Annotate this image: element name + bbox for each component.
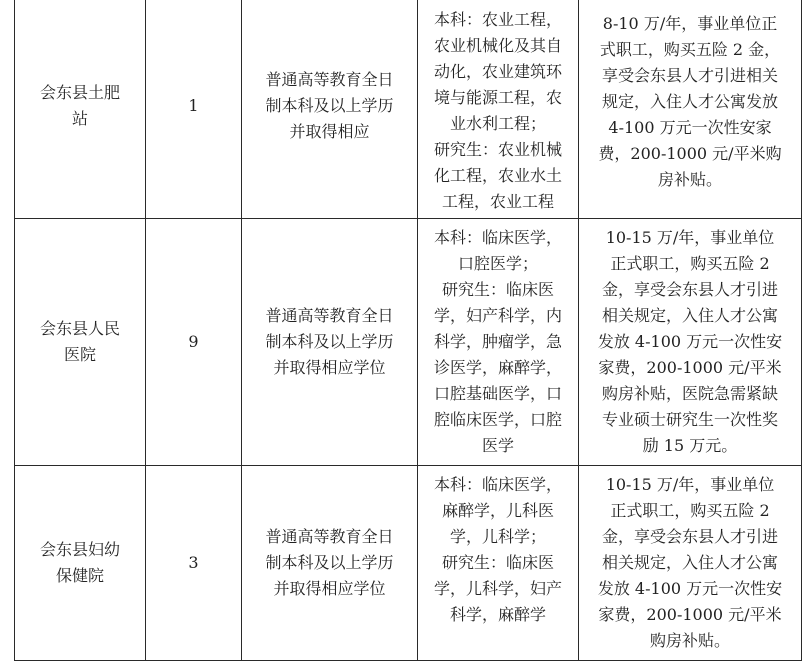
benefits-cell xyxy=(579,466,802,661)
cell-line: 农业机械化及其自 xyxy=(433,36,562,55)
education-cell xyxy=(242,0,418,219)
cell-line: 诊医学，麻醉学， xyxy=(433,358,562,377)
cell-line: 10-15 万/年，事业单位 xyxy=(605,228,775,247)
cell-line: 享受会东县人才引进相关 xyxy=(601,66,778,85)
education-cell xyxy=(242,466,418,661)
table-row xyxy=(15,219,802,466)
cell-line: 口腔医学； xyxy=(457,254,538,273)
cell-line: 研究生：临床医 xyxy=(441,280,554,299)
cell-line: 保健院 xyxy=(55,566,104,585)
cell-line: 并取得相应 xyxy=(289,121,370,141)
cell-line: 金，享受会东县人才引进 xyxy=(601,527,778,546)
table-row xyxy=(15,466,802,661)
cell-line: 动化，农业建筑环 xyxy=(433,62,562,81)
cell-line: 本科：临床医学， xyxy=(433,475,562,494)
cell-line: 家费，200-1000 元/平米 xyxy=(598,605,782,624)
cell-line: 科学，麻醉学 xyxy=(449,605,546,624)
cell-line: 10-15 万/年，事业单位 xyxy=(605,475,775,494)
cell-line: 家费，200-1000 元/平米 xyxy=(598,358,782,377)
cell-line: 普通高等教育全日 xyxy=(265,306,394,325)
cell-line: 本科：农业工程， xyxy=(433,10,562,29)
headcount-cell: 1 xyxy=(146,0,242,219)
cell-line: 医学 xyxy=(481,436,514,455)
unit-name-cell xyxy=(15,466,146,661)
major-requirement-cell xyxy=(418,466,579,661)
cell-line: 会东县土肥 xyxy=(39,82,120,102)
cell-line: 并取得相应学位 xyxy=(273,579,386,598)
cell-line: 4-100 万元一次性安家 xyxy=(608,118,772,137)
benefits-cell xyxy=(579,0,802,219)
cell-line: 费，200-1000 元/平米购 xyxy=(598,144,782,163)
cell-line: 学，儿科学，妇产 xyxy=(433,579,562,598)
cell-line: 医院 xyxy=(63,345,96,364)
cell-line: 站 xyxy=(71,108,88,128)
cell-line: 正式职工，购买五险 2 xyxy=(610,254,770,273)
cell-line: 金，享受会东县人才引进 xyxy=(601,280,778,299)
cell-line: 会东县妇幼 xyxy=(39,540,120,559)
education-cell xyxy=(242,219,418,466)
cell-line: 研究生：临床医 xyxy=(441,553,554,572)
cell-line: 业水利工程； xyxy=(449,114,546,133)
cell-line: 研究生：农业机械 xyxy=(433,140,562,159)
cell-line: 正式职工，购买五险 2 xyxy=(610,501,770,520)
cell-line: 化工程，农业水土 xyxy=(433,166,562,185)
cell-line: 科学，肿瘤学，急 xyxy=(433,332,562,351)
cell-line: 发放 4-100 万元一次性安 xyxy=(597,332,783,351)
cell-line: 式职工，购买五险 2 金， xyxy=(599,40,781,59)
cell-line: 普通高等教育全日 xyxy=(265,69,394,89)
cell-line: 相关规定，入住人才公寓 xyxy=(601,553,778,572)
cell-line: 购房补贴。 xyxy=(649,631,730,650)
major-requirement-cell xyxy=(418,0,579,219)
cell-line: 制本科及以上学历 xyxy=(265,553,394,572)
headcount-cell: 9 xyxy=(146,219,242,466)
cell-line: 制本科及以上学历 xyxy=(265,95,394,115)
cell-line: 腔临床医学，口腔 xyxy=(433,410,562,429)
cell-line: 口腔基础医学，口 xyxy=(433,384,562,403)
cell-line: 购房补贴，医院急需紧缺 xyxy=(601,384,778,403)
unit-name-cell xyxy=(15,0,146,219)
cell-line: 8-10 万/年，事业单位正 xyxy=(602,14,778,33)
cell-line: 并取得相应学位 xyxy=(273,358,386,377)
cell-line: 普通高等教育全日 xyxy=(265,527,394,546)
cell-line: 励 15 万元。 xyxy=(642,436,738,455)
cell-line: 房补贴。 xyxy=(657,170,722,189)
headcount-cell: 3 xyxy=(146,466,242,661)
cell-line: 相关规定，入住人才公寓 xyxy=(601,306,778,325)
cell-line: 学，儿科学； xyxy=(449,527,546,546)
cell-line: 规定，入住人才公寓发放 xyxy=(601,92,778,111)
cell-line: 本科：临床医学， xyxy=(433,228,562,247)
cell-line: 麻醉学，儿科医 xyxy=(441,501,554,520)
cell-line: 制本科及以上学历 xyxy=(265,332,394,351)
cell-line: 境与能源工程，农 xyxy=(433,88,562,107)
cell-line: 工程，农业工程 xyxy=(441,192,554,211)
cell-line: 专业硕士研究生一次性奖 xyxy=(601,410,778,429)
benefits-cell xyxy=(579,219,802,466)
cell-line: 会东县人民 xyxy=(39,319,120,338)
cell-line: 发放 4-100 万元一次性安 xyxy=(597,579,783,598)
table-row xyxy=(15,0,802,219)
unit-name-cell xyxy=(15,219,146,466)
recruitment-table xyxy=(14,0,802,661)
cell-line: 学，妇产科学，内 xyxy=(433,306,562,325)
major-requirement-cell xyxy=(418,219,579,466)
